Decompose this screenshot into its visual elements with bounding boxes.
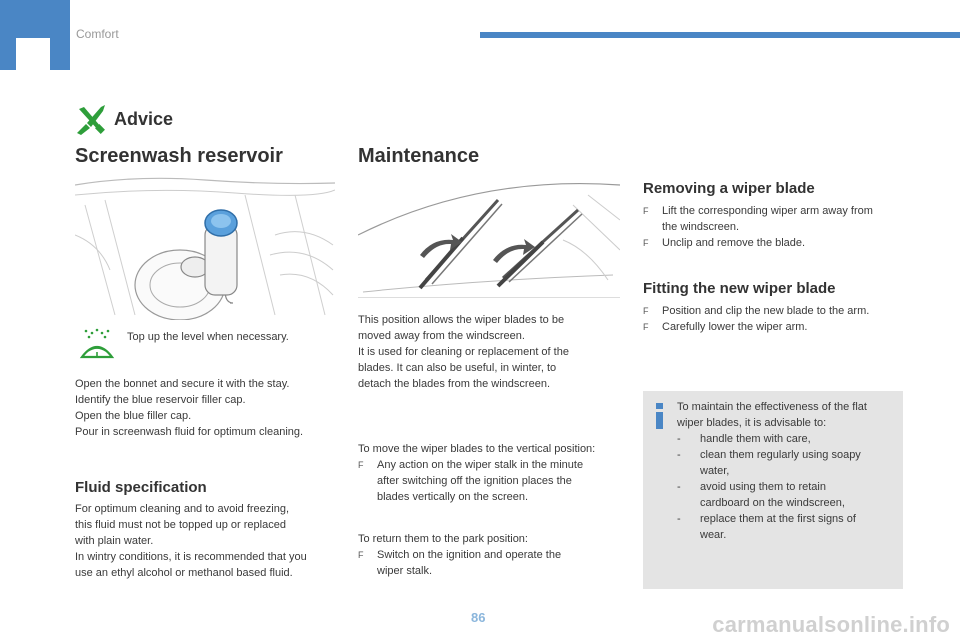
park-position-lead: To return them to the park position: bbox=[358, 533, 528, 545]
vertical-position-lead: To move the wiper blades to the vertical position: bbox=[358, 443, 596, 455]
list-item: F Unclip and remove the blade. bbox=[643, 237, 806, 249]
info-box bbox=[643, 391, 903, 589]
watermark[interactable]: carmanualsonline.info bbox=[712, 612, 950, 637]
park-position-steps bbox=[358, 547, 561, 579]
list-item: F Position and clip the new blade to the arm. bbox=[643, 305, 870, 317]
list-item: F Any action on the wiper stalk in the minute after switching off the ignition places the blades vertically on the screen. bbox=[358, 459, 584, 503]
list-item: F Switch on the ignition and operate the wiper stalk. bbox=[358, 549, 562, 577]
advice-title: Advice bbox=[114, 109, 174, 129]
fluid-title: Fluid specification bbox=[75, 479, 207, 496]
page-number: 86 bbox=[471, 610, 486, 625]
fitting-steps bbox=[643, 303, 869, 335]
tools-icon bbox=[75, 103, 107, 135]
reservoir-instructions: Open the bonnet and secure it with the stay. Identify the blue reservoir filler cap. Open the blue filler cap. Pour in screenwash fluid for optimum cleaning. bbox=[75, 378, 304, 438]
wiper-illustration bbox=[358, 180, 620, 298]
vertical-position-steps bbox=[358, 457, 583, 505]
screenwash-title: Screenwash reservoir bbox=[75, 145, 283, 167]
list-item: F Lift the corresponding wiper arm away from the windscreen. bbox=[643, 205, 873, 233]
top-up-note: Top up the level when necessary. bbox=[127, 331, 289, 343]
fitting-title: Fitting the new wiper blade bbox=[643, 280, 836, 297]
removing-title: Removing a wiper blade bbox=[643, 180, 815, 197]
maintenance-title: Maintenance bbox=[358, 145, 480, 167]
list-item: - avoid using them to retain cardboard on the windscreen, bbox=[677, 481, 845, 509]
maintenance-intro: This position allows the wiper blades to be moved away from the windscreen. It is used for cleaning or replacement of the blades. It can also be useful, in winter, to detach the blades from the windscreen. bbox=[358, 314, 569, 390]
chapter-tab bbox=[0, 0, 70, 70]
list-item: - handle them with care, bbox=[677, 433, 811, 445]
list-item: F Carefully lower the wiper arm. bbox=[643, 321, 808, 333]
section-label: Comfort bbox=[76, 27, 119, 41]
list-item: - replace them at the first signs of wear. bbox=[677, 513, 856, 541]
info-text: To maintain the effectiveness of the flat wiper blades, it is advisable to: - handle them with care, - clean them regularly using soapy water, - avoid using them to retain cardboard on the windscreen, - replace them at the first signs of wear. bbox=[677, 401, 867, 541]
fluid-text: For optimum cleaning and to avoid freezing, this fluid must not be topped up or replaced with plain water. In wintry conditions, it is recommended that you use an ethyl alcohol or methanol based fluid. bbox=[75, 503, 307, 579]
windscreen-washer-icon bbox=[78, 327, 116, 361]
removing-steps bbox=[643, 203, 873, 251]
info-icon bbox=[653, 403, 667, 429]
list-item: - clean them regularly using soapy water, bbox=[677, 449, 861, 477]
reservoir-illustration bbox=[75, 175, 335, 320]
header-bar bbox=[480, 32, 960, 38]
